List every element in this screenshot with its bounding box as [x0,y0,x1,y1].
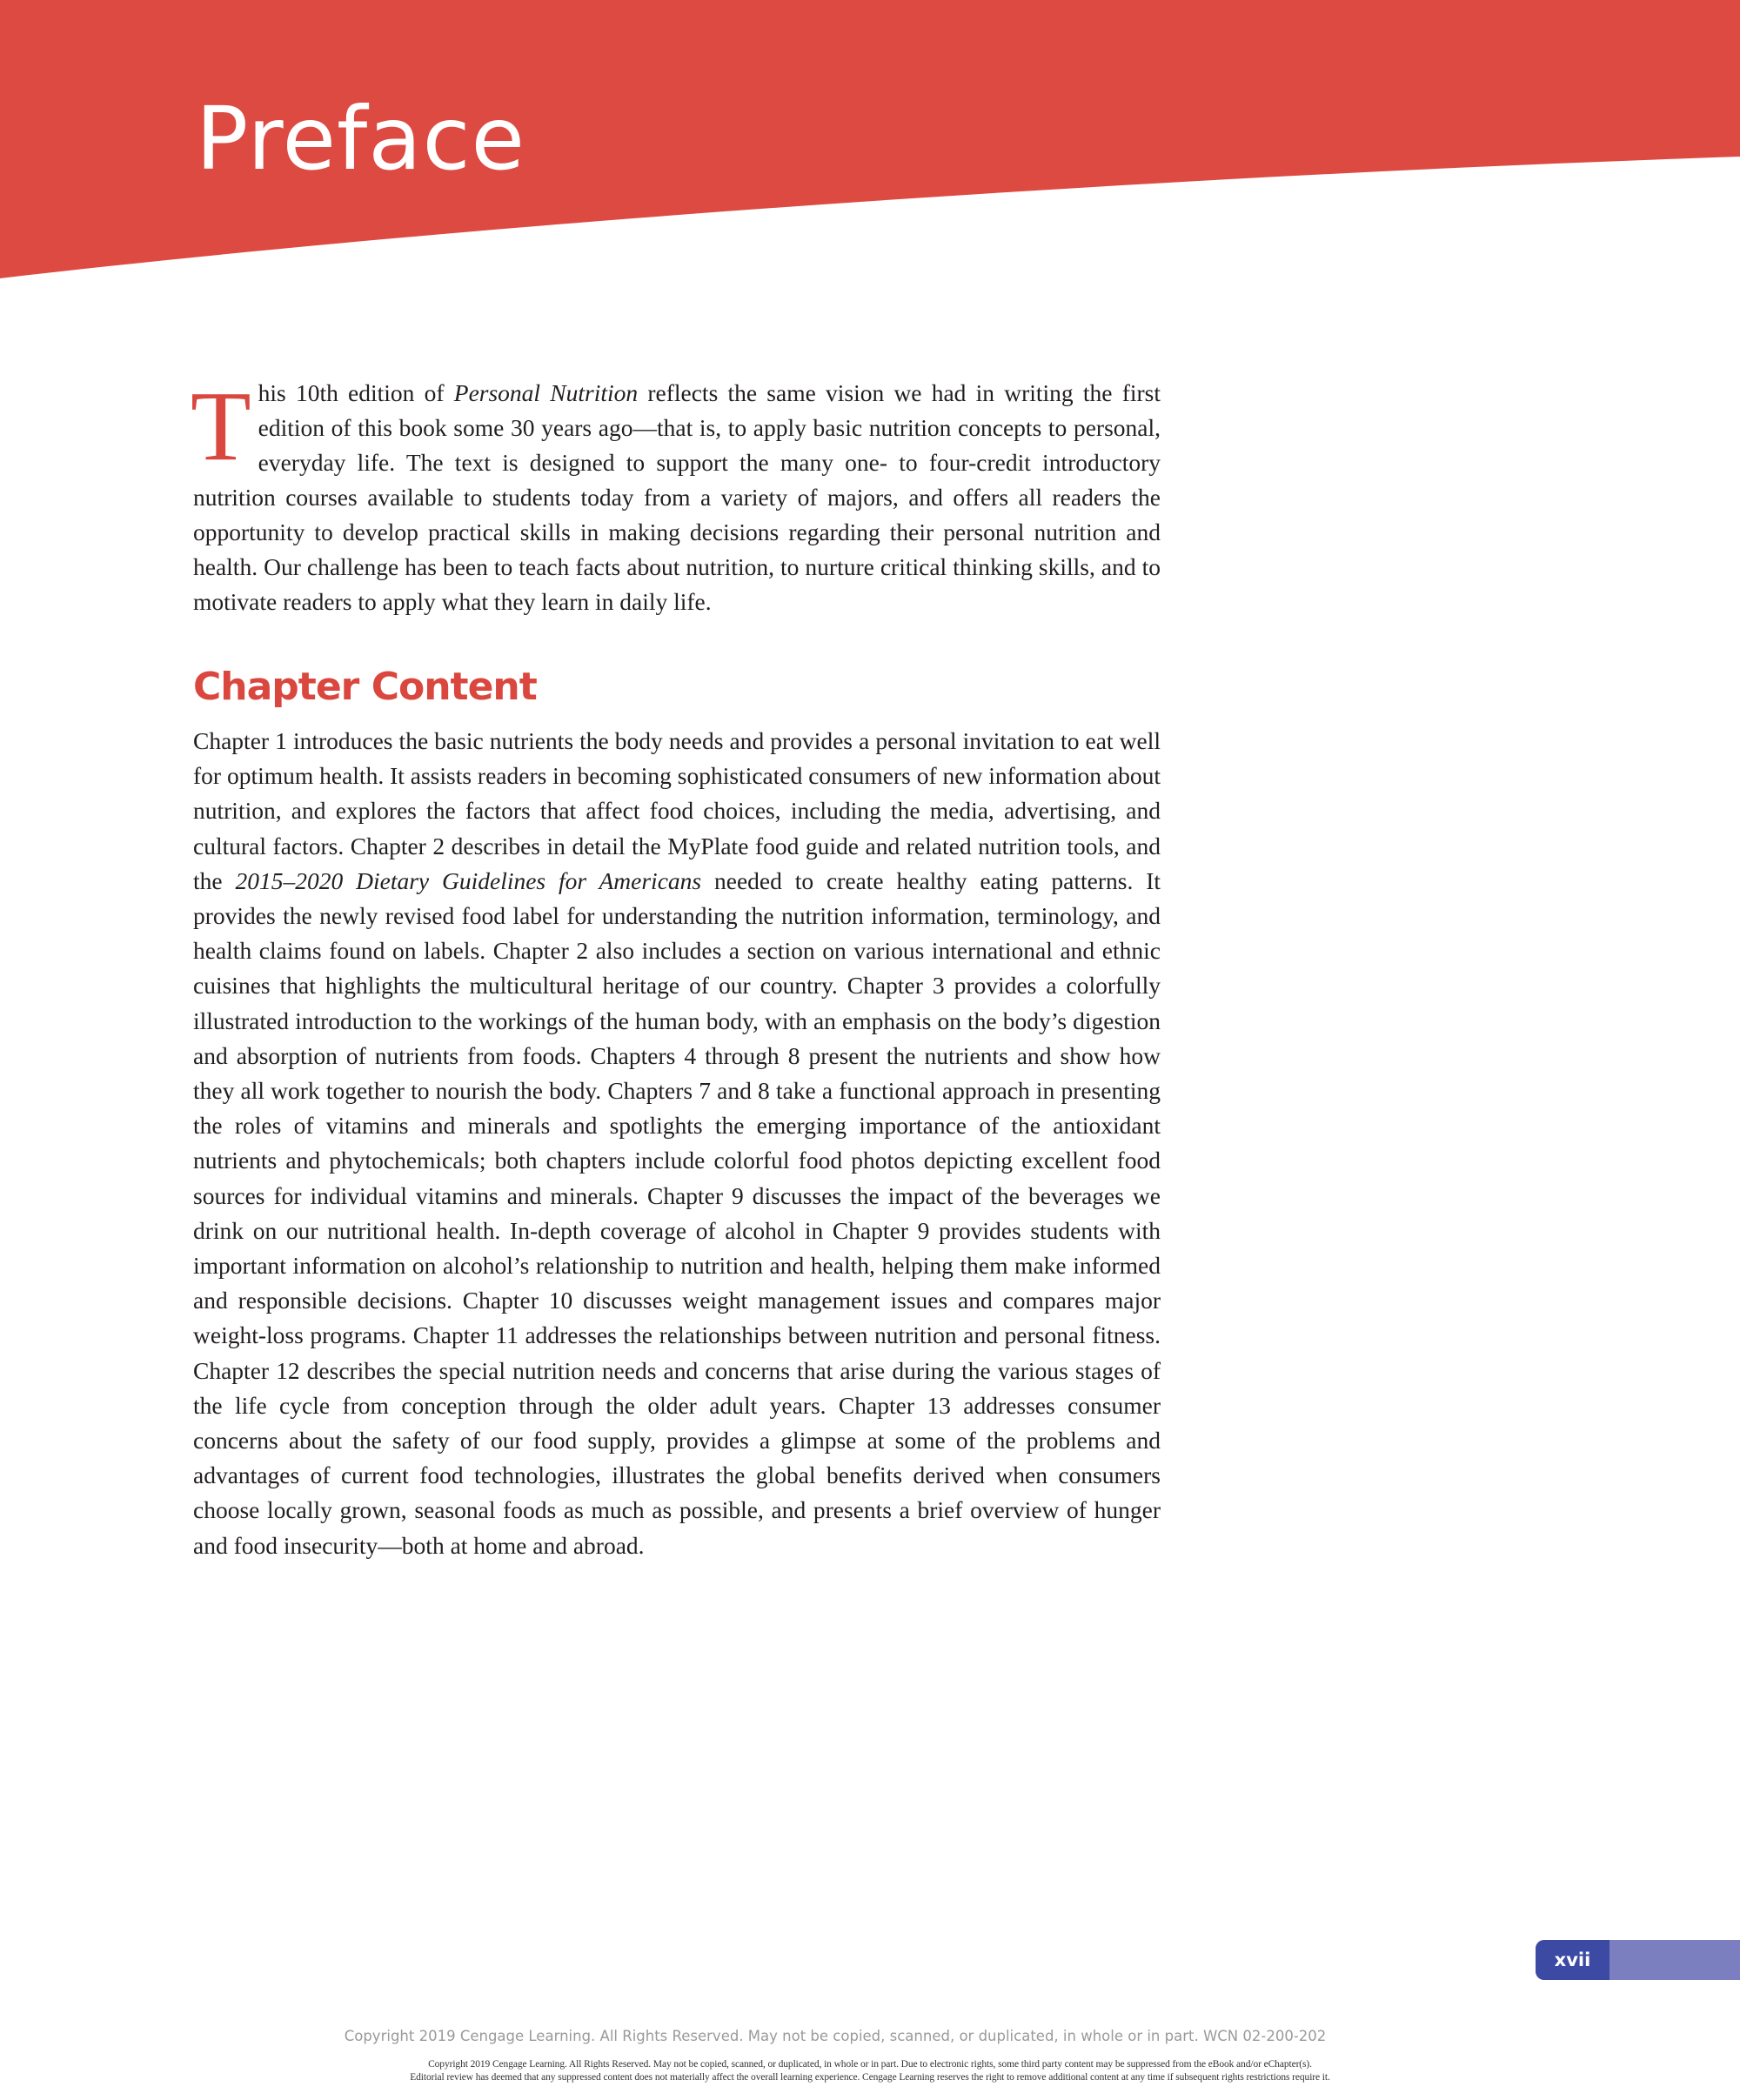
body-text-2: needed to create healthy eating patterns. It provides the newly revised food label for understanding the nutrition information, terminology, and health claims found on labels. Chapter 2 also includes a section on various international and ethnic cuisines that highlights the multicultural heritage of our country. Chapter 3 provides a colorfully illustrated introduction to the workings of the human body, with an emphasis on the body’s digestion and absorption of nutrients from foods. Chapters 4 through 8 present the nutrients and show how they all work together to nourish the body. Chapters 7 and 8 take a functional approach in presenting the roles of vitamins and minerals and spotlights the emerging importance of the antioxidant nutrients and phytochemicals; both chapters include colorful food photos depicting excellent food sources for individual vitamins and minerals. Chapter 9 discusses the impact of the beverages we drink on our nutritional health. In-depth coverage of alcohol in Chapter 9 provides students with important information on alcohol’s relationship to nutrition and health, helping them make informed and responsible decisions. Chapter 10 discusses weight management issues and compares major weight-loss programs. Chapter 11 addresses the relationships between nutrition and personal fitness. Chapter 12 describes the special nutrition needs and concerns that arise during the various stages of the life cycle from conception through the older adult years. Chapter 13 addresses consumer concerns about the safety of our food supply, provides a glimpse at some of the problems and advantages of current food technologies, illustrates the global benefits derived when consumers choose locally grown, seasonal foods as much as possible, and presents a brief overview of hunger and food insecurity—both at home and abroad. [193,866,1161,1559]
copyright-notice [0,2058,1740,2084]
page-title: Preface [196,88,525,190]
copyright-line-2: Editorial review has deemed that any suppressed content does not materially affect the overall learning experience. Cengage Learning reserves the right to remove additional content at any time if subsequent rights restrictions require it. [410,2072,1330,2083]
main-content [191,371,1161,1563]
chapter-content-paragraph [193,724,1161,1563]
page-number-tab [1536,1940,1740,1980]
intro-text-1: his 10th edition of [258,379,454,406]
copyright-line-1: Copyright 2019 Cengage Learning. All Rights Reserved. May not be copied, scanned, or duplicated, in whole or in part. Due to electronic rights, some third party content may be suppressed from the eBook and/or eChapter(s). [428,2059,1312,2070]
page-number: xvii [1536,1940,1610,1980]
body-text-1: Chapter 1 introduces the basic nutrients the body needs and provides a personal invitation to eat well for optimum health. It assists readers in becoming sophisticated consumers of new information about nutrition, and explores the factors that affect food choices, including the media, advertising, and cultural factors. Chapter 2 describes in detail the MyPlate food guide and related nutrition tools, and the [193,727,1161,894]
intro-paragraph [191,371,1161,619]
intro-text-2: reflects the same vision we had in writing the first edition of this book some 30 years ago—that is, to apply basic nutrition concepts to personal, everyday life. The text is designed to support the many one- to four-credit introductory nutrition courses available to students today from a variety of majors, and offers all readers the opportunity to develop practical skills in making decisions regarding their personal nutrition and health. Our challenge has been to teach facts about nutrition, to nurture critical thinking skills, and to motivate readers to apply what they learn in daily life. [193,379,1161,615]
copyright-watermark: Copyright 2019 Cengage Learning. All Rights Reserved. May not be copied, scanned, or duplicated, in whole or in part. WCN 02-200-202 [344,2028,1327,2044]
book-title: Personal Nutrition [453,379,639,406]
section-heading: Chapter Content [193,665,537,709]
guidelines-title: 2015–2020 Dietary Guidelines for Americans [235,866,702,894]
drop-cap: T [191,371,251,481]
